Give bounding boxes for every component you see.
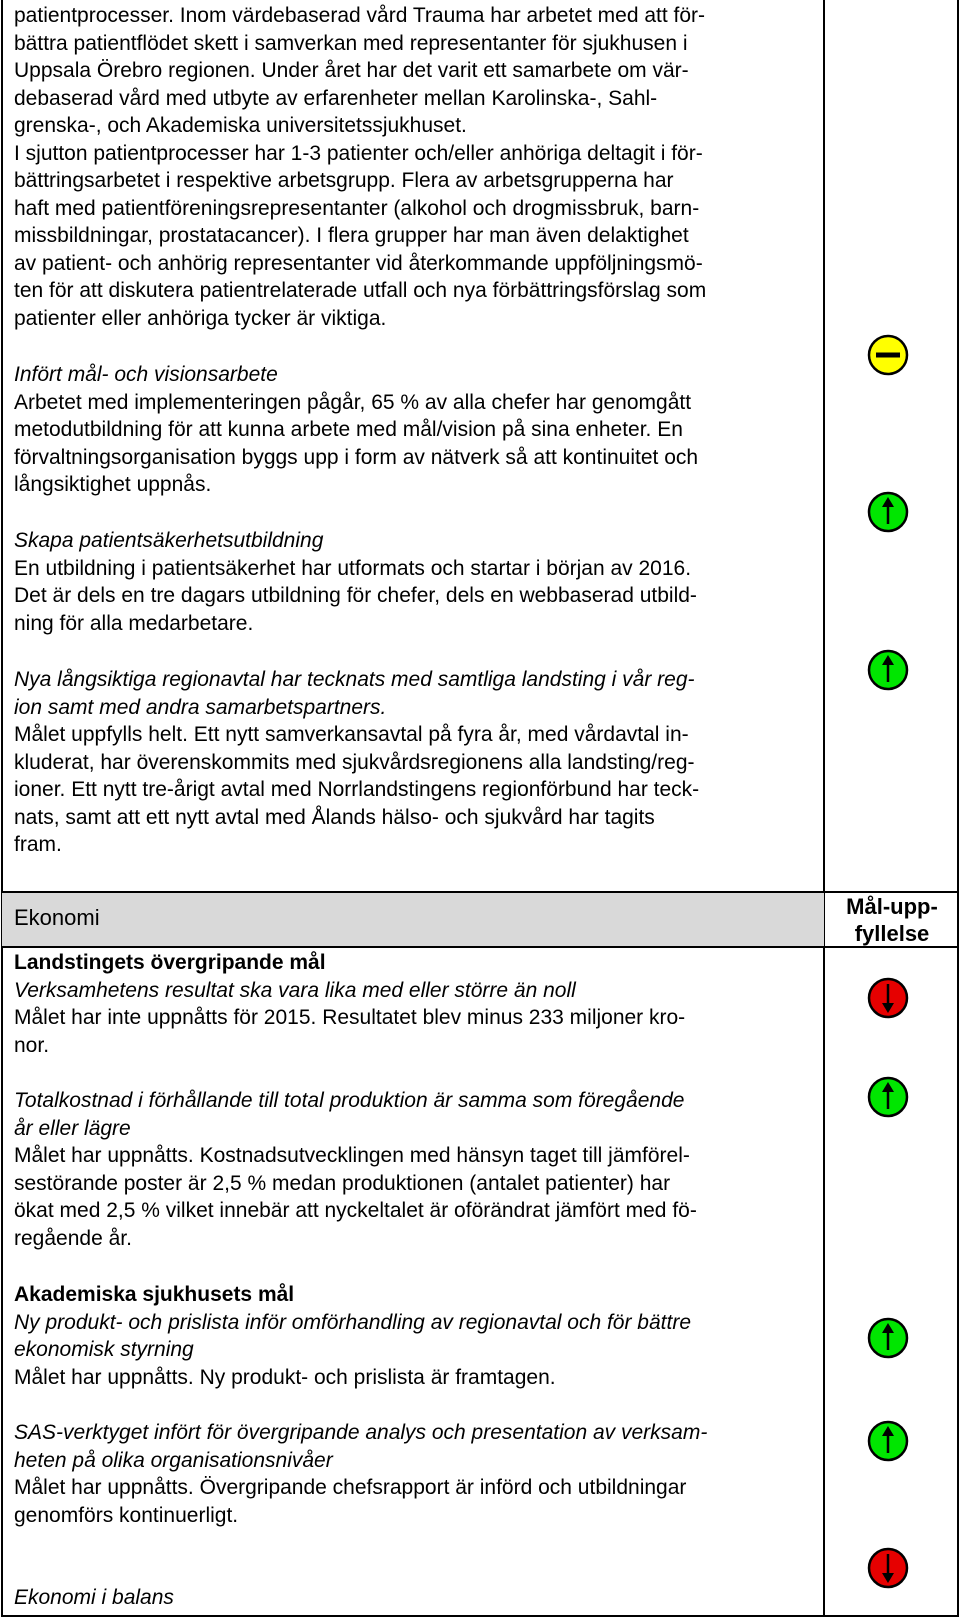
- table-border-right: [957, 0, 959, 1617]
- up-arrow-status-icon: [866, 490, 910, 534]
- up-arrow-status-icon: [866, 1419, 910, 1463]
- landstinget-goals: Landstingets övergripande mål Verksamhetens resultat ska vara lika med eller större än noll Målet har inte uppnåtts för 2015. Resultatet blev minus 233 miljoner kro- nor.: [14, 949, 814, 1059]
- goal-mal-vision: Infört mål- och visionsarbete Arbetet med implementeringen pågår, 65 % av alla chefer har genomgått metodutbildning för att kunna arbete med mål/vision på sina enheter. En förvaltningsorganisation byggs upp i form av nätverk så att kontinuitet och långsiktighet uppnås.: [14, 361, 814, 499]
- table-border-left: [1, 0, 3, 1617]
- goal-title: heten på olika organisationsnivåer: [14, 1448, 333, 1472]
- patient-process-paragraph: patientprocesser. Inom värdebaserad vård Trauma har arbetet med att för- bättra patientflödet skett i samverkan med representanter för sjukhusen i Uppsala Örebro regionen. Under året har det varit ett samarbete om vär- debaserad vård med utbyte av erfarenheter mellan Karolinska-, Sahl- grenska-, och Akademiska universitetssjukhuset. I sjutton patientprocesser har 1-3 patienter och/eller anhöriga deltagit i för- bättringsarbetet i respektive arbetsgrupp. Flera av arbetsgrupperna har haft med patientföreningsrepresentanter (alkohol och drogmissbruk, barn- missbildningar, prostatacancer). I flera grupper har man även delaktighet av patient- och anhörig representanter vid återkommande uppföljningsmö- ten för att diskutera patientrelaterade utfall och nya förbättringsförslag som patienter eller anhöriga tycker är viktiga.: [14, 4, 707, 330]
- subsection-heading: Akademiska sjukhusets mål: [14, 1283, 295, 1306]
- goal-title: Totalkostnad i förhållande till total produktion är samma som föregående: [14, 1089, 685, 1112]
- up-arrow-status-icon: [866, 648, 910, 692]
- goal-balans: [14, 1584, 814, 1612]
- column-header-maluppfyllelse: Mål-upp- fyllelse: [846, 894, 938, 946]
- down-arrow-status-icon: [866, 1546, 910, 1590]
- goal-title: Infört mål- och visionsarbete: [14, 363, 278, 386]
- neutral-status-icon: [866, 333, 910, 377]
- down-arrow-status-icon: [866, 976, 910, 1020]
- goal-title: Ekonomi i balans: [14, 1586, 174, 1609]
- up-arrow-status-icon: [866, 1075, 910, 1119]
- goal-title: år eller lägre: [14, 1116, 131, 1140]
- goal-title: Nya långsiktiga regionavtal har tecknats med samtliga landsting i vår reg-: [14, 668, 695, 691]
- goal-totalkostnad: Totalkostnad i förhållande till total produktion är samma som föregående år eller lägre Målet har uppnåtts. Kostnadsutvecklingen med hänsyn taget till jämförel- sestörande poster är 2,5 % medan produktionen (antalet patienter) har ökat med 2,5 % vilket innebär att nyckeltalet är oförändrat jämfört med fö- regående år.: [14, 1087, 814, 1252]
- akademiska-goals: Akademiska sjukhusets mål Ny produkt- och prislista inför omförhandling av regionavtal och för bättre ekonomisk styrning Målet har uppnåtts. Ny produkt- och prislista är framtagen.: [14, 1281, 814, 1391]
- subsection-heading: Landstingets övergripande mål: [14, 951, 326, 974]
- goal-title: Verksamhetens resultat ska vara lika med eller större än noll: [14, 978, 576, 1002]
- table-column-divider: [823, 0, 825, 1617]
- goal-sas: SAS-verktyget infört för övergripande analys och presentation av verksam- heten på olika organisationsnivåer Målet har uppnåtts. Övergripande chefsrapport är införd och utbildningar genomförs kontinuerligt.: [14, 1419, 814, 1529]
- goal-title: ion samt med andra samarbetspartners.: [14, 695, 387, 719]
- goal-title: SAS-verktyget infört för övergripande analys och presentation av verksam-: [14, 1421, 708, 1444]
- up-arrow-status-icon: [866, 1316, 910, 1360]
- section-header-background: [2, 893, 824, 946]
- goal-title: Ny produkt- och prislista inför omförhandling av regionavtal och för bättre: [14, 1310, 692, 1334]
- goal-title: Skapa patientsäkerhetsutbildning: [14, 529, 324, 552]
- goal-regionavtal: Nya långsiktiga regionavtal har tecknats med samtliga landsting i vår reg- ion samt med andra samarbetspartners. Målet uppfylls helt. Ett nytt samverkansavtal på fyra år, med vårdavtal in- kluderat, har överenskommits med sjukvårdsregionens alla landsting/reg- ioner. Ett nytt tre-årigt avtal med Norrlandstingens regionförbund har teck- nats, samt att ett nytt avtal med Ålands hälso- och sjukvård har tagits fram.: [14, 666, 814, 859]
- goal-title: ekonomisk styrning: [14, 1338, 194, 1361]
- section-title-ekonomi: Ekonomi: [14, 905, 100, 930]
- table-row-divider: [1, 946, 959, 948]
- goal-patientsakerhet: Skapa patientsäkerhetsutbildning En utbildning i patientsäkerhet har utformats och startar i början av 2016. Det är dels en tre dagars utbildning för chefer, dels en webbaserad utbild- ning för alla medarbetare.: [14, 527, 814, 637]
